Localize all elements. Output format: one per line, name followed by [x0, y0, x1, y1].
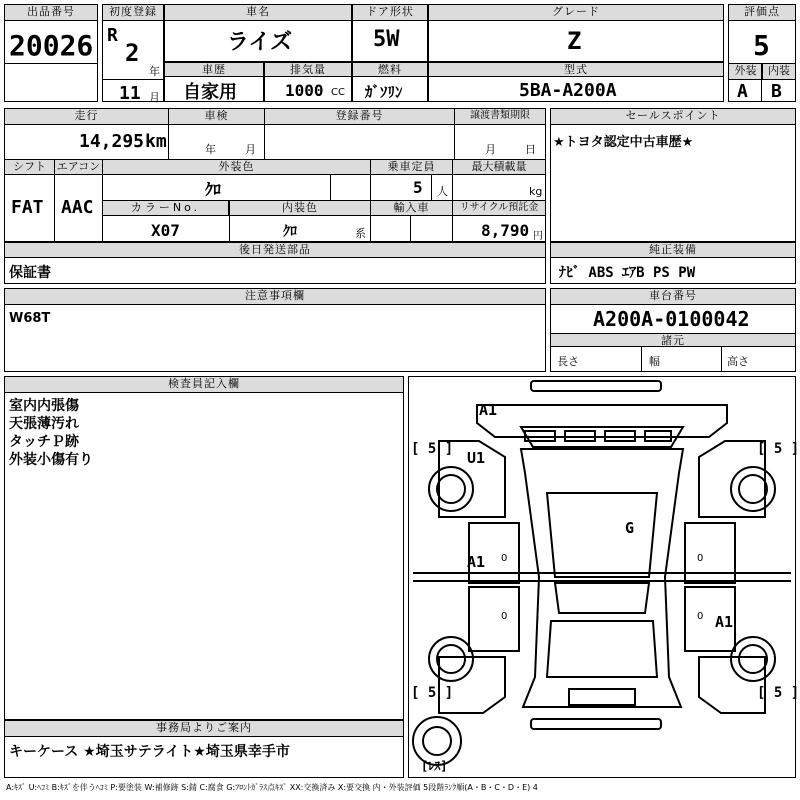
registration-month: 11 — [119, 83, 141, 104]
max-load-label: 最大積載量 — [453, 160, 545, 175]
shift-label: シフト — [5, 160, 55, 175]
chassis-label: 車台番号 — [551, 289, 795, 305]
capacity-label: 乗車定員 — [371, 160, 453, 175]
office-text: キーケース ★埼玉サテライト★埼玉県幸手市 — [9, 744, 290, 760]
car-name-label: 車名 — [165, 5, 351, 21]
inspector-line-4: 外装小傷有り — [9, 452, 93, 468]
car-name: ライズ — [227, 30, 293, 55]
transfer-month-unit: 月 — [485, 143, 496, 156]
equipment-box — [550, 242, 796, 284]
aircon-label: エアコン — [55, 160, 103, 175]
damage-mark-windshield: G — [625, 519, 635, 537]
damage-mark-left-fender: U1 — [467, 449, 486, 467]
office-box — [4, 720, 404, 778]
inspection-month-unit: 月 — [245, 143, 256, 156]
height-label: 高さ — [727, 355, 749, 368]
door-zero-left-rear: 0 — [501, 611, 508, 622]
fuel-label: 燃料 — [353, 63, 427, 77]
color-number-label: カラーNo. — [103, 201, 229, 216]
max-load-unit: kg — [529, 185, 543, 198]
capacity-unit: 人 — [437, 185, 448, 198]
car-diagram — [408, 376, 800, 778]
door-zero-left-front: 0 — [501, 553, 508, 564]
office-label: 事務局よりご案内 — [5, 721, 403, 737]
legend-footer: A:ｷｽﾞ U:ﾍｺﾐ B:ｷｽﾞを伴うﾍｺﾐ P:要塗装 W:補修跡 S:錆 C:腐食 G:ﾌﾛﾝﾄｶﾞﾗｽ点ｷｽﾞ XX:交換済み X:要交換 内・外装評価 5段階ﾗﾝｸ順(A・B・C・D・E) 4 — [6, 783, 538, 792]
history-label: 車歴 — [165, 63, 263, 77]
door-label: ドア形状 — [353, 5, 427, 21]
damage-mark-right-rear: A1 — [715, 613, 734, 631]
exterior-label: 外装 — [729, 64, 762, 80]
delivery-parts-text: 保証書 — [9, 265, 51, 281]
tire-front-left: [ 5 ] — [411, 441, 454, 457]
damage-mark-left-door: A1 — [467, 553, 486, 571]
recycle-label: リサイクル預託金 — [453, 201, 545, 216]
spare-tire: [ﾚｽ] — [421, 759, 448, 773]
capacity: 5 — [413, 178, 423, 197]
notes-text: W68T — [9, 311, 51, 326]
registration-number-label: 登録番号 — [265, 109, 455, 125]
notes-label: 注意事項欄 — [5, 289, 545, 305]
inspection-label: 車検 — [169, 109, 265, 125]
length-label: 長さ — [557, 355, 579, 368]
door-type: 5W — [373, 27, 400, 52]
fuel-box — [352, 62, 428, 102]
car-outline-drawing — [409, 377, 795, 777]
lot-number-box — [4, 4, 98, 102]
door-box — [352, 4, 428, 62]
door-zero-right-front: 0 — [697, 553, 704, 564]
displacement-box — [264, 62, 352, 102]
tire-rear-left: [ 5 ] — [411, 685, 454, 701]
delivery-parts-box — [4, 242, 546, 284]
damage-mark-front: A1 — [479, 401, 498, 419]
details-box — [4, 108, 546, 242]
score: 5 — [753, 29, 770, 62]
inspection-year-unit: 年 — [205, 143, 216, 156]
era: R — [107, 25, 118, 46]
inspector-line-3: タッチＰ跡 — [9, 434, 79, 450]
import-label: 輸入車 — [371, 201, 453, 216]
inspector-line-2: 天張薄汚れ — [9, 416, 79, 432]
displacement-unit: CC — [331, 87, 345, 98]
equipment-text: ﾅﾋﾞ ABS ｴｱB PS PW — [559, 265, 696, 281]
chassis-number: A200A-0100042 — [593, 307, 750, 331]
exterior-color-label: 外装色 — [103, 160, 371, 175]
month-unit: 月 — [149, 91, 160, 104]
door-zero-right-rear: 0 — [697, 611, 704, 622]
width-label: 幅 — [649, 355, 660, 368]
grade-label: グレード — [429, 5, 723, 21]
lot-number: 20026 — [9, 29, 94, 62]
interior-grade: B — [771, 81, 782, 102]
score-label: 評価点 — [729, 5, 795, 21]
displacement: 1000 — [285, 81, 324, 100]
sales-point-text: ★トヨタ認定中古車歴★ — [553, 135, 694, 150]
first-registration-box — [102, 4, 164, 102]
chassis-box — [550, 288, 796, 372]
interior-color: ｸﾛ — [283, 224, 297, 240]
history-box — [164, 62, 264, 102]
grade: Z — [567, 27, 582, 55]
sales-point-label: セールスポイント — [551, 109, 795, 125]
interior-color-label: 内装色 — [230, 201, 371, 216]
aircon: AAC — [61, 197, 94, 218]
recycle-deposit: 8,790 — [481, 221, 530, 240]
car-name-box — [164, 4, 352, 62]
model-label: 型式 — [429, 63, 723, 77]
color-number: X07 — [151, 221, 180, 240]
first-registration-label: 初度登録 — [103, 5, 163, 21]
score-box — [728, 4, 796, 102]
exterior-color: ｸﾛ — [205, 180, 222, 199]
year-unit: 年 — [149, 65, 160, 78]
exterior-grade: A — [737, 81, 748, 102]
tire-rear-right: [ 5 ] — [757, 685, 800, 701]
sales-point-box — [550, 108, 796, 242]
model: 5BA-A200A — [519, 80, 617, 101]
delivery-parts-label: 後日発送部品 — [5, 243, 545, 258]
inspector-label: 検査員記入欄 — [5, 377, 403, 393]
transfer-deadline-label: 譲渡書類期限 — [455, 109, 545, 125]
fuel: ｶﾞｿﾘﾝ — [365, 83, 403, 101]
recycle-unit: 円 — [533, 231, 543, 242]
model-box — [428, 62, 724, 102]
equipment-label: 純正装備 — [551, 243, 795, 258]
notes-box — [4, 288, 546, 372]
registration-year: 2 — [125, 39, 140, 67]
inspector-line-1: 室内内張傷 — [9, 398, 79, 414]
displacement-label: 排気量 — [265, 63, 351, 77]
history: 自家用 — [183, 82, 237, 103]
spec-label: 諸元 — [551, 333, 795, 347]
interior-label: 内装 — [762, 64, 795, 80]
tire-front-right: [ 5 ] — [757, 441, 800, 457]
mileage: 14,295 — [79, 131, 145, 152]
inspector-box — [4, 376, 404, 720]
lot-number-label: 出品番号 — [5, 5, 97, 21]
shift: FAT — [11, 197, 44, 218]
mileage-label: 走行 — [5, 109, 169, 125]
grade-box — [428, 4, 724, 62]
transfer-day-unit: 日 — [525, 143, 536, 156]
interior-color-unit: 系 — [355, 227, 366, 240]
mileage-unit: km — [145, 131, 167, 152]
